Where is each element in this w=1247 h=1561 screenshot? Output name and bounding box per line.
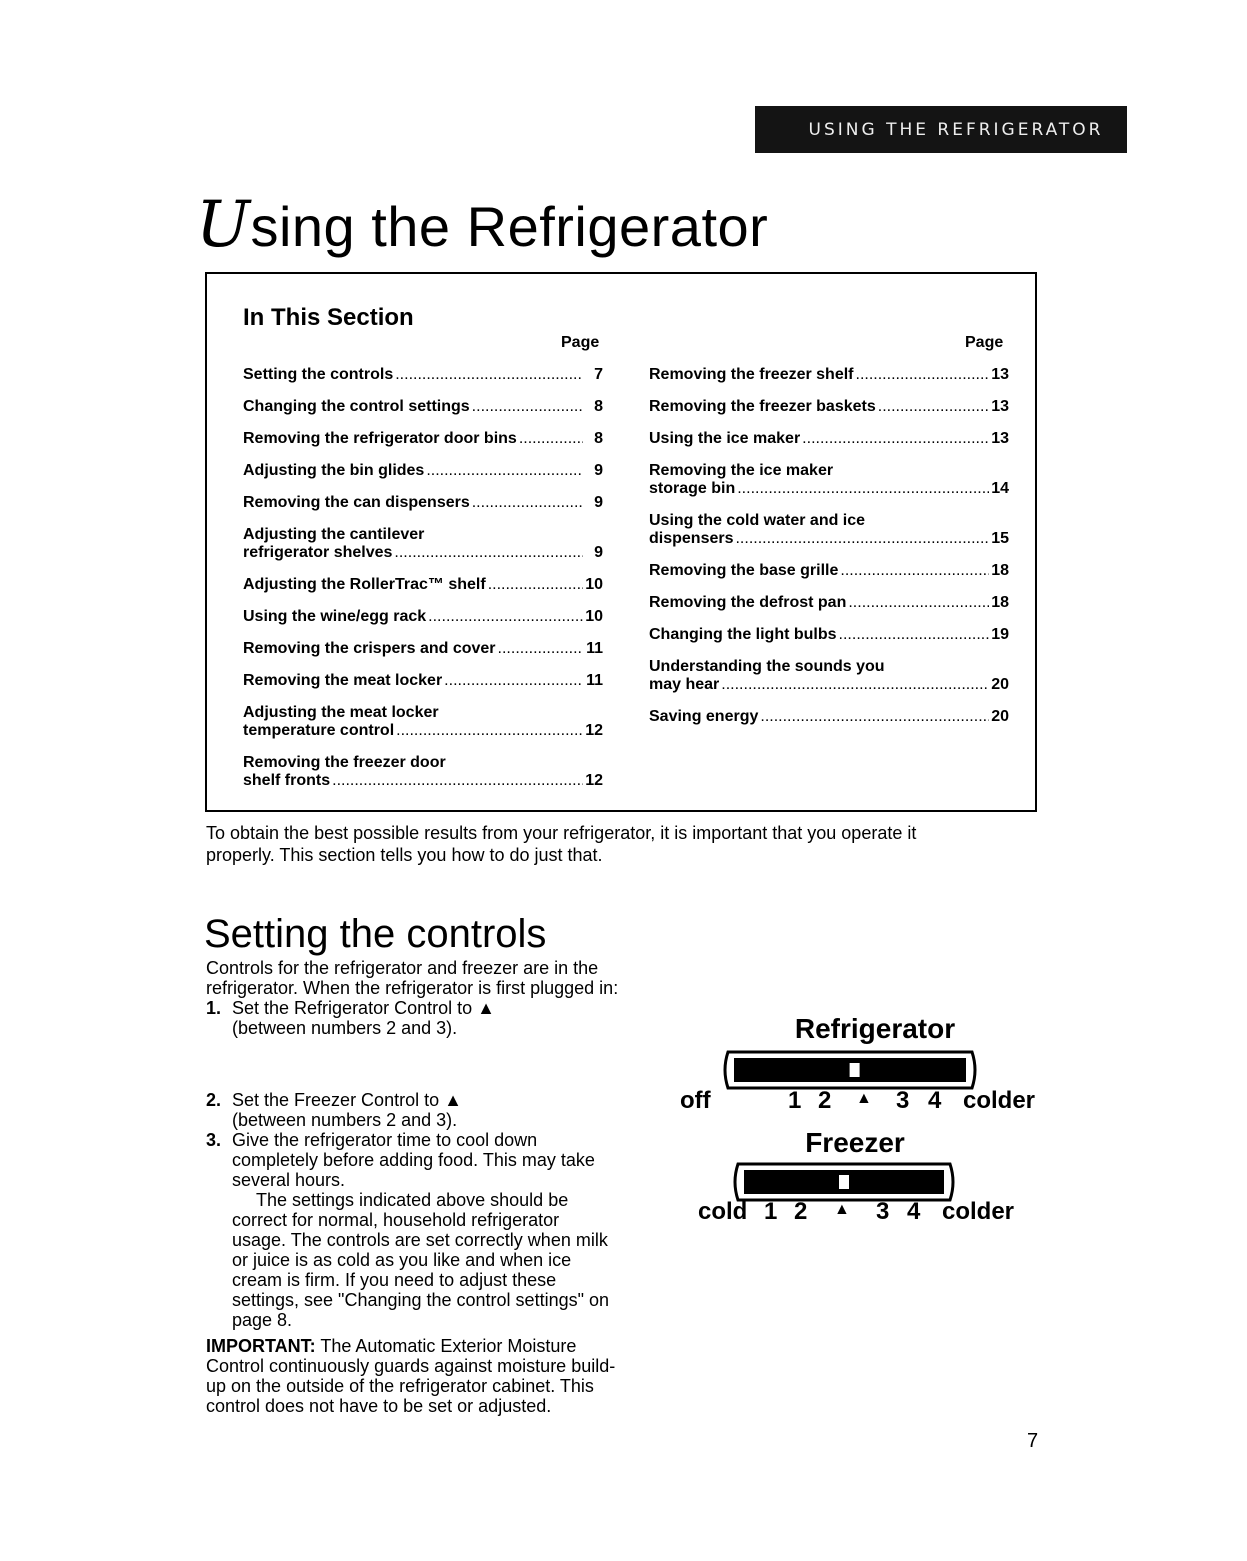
toc-left-column — [243, 366, 603, 804]
toc-entry-text: may hear — [649, 676, 720, 693]
body-column — [206, 958, 661, 1416]
toc-right-column — [649, 366, 1009, 740]
step-3 — [206, 1130, 661, 1190]
toc-entry-text: shelf fronts — [243, 772, 331, 789]
toc-entry-page: 18 — [991, 594, 1009, 611]
step-text: Set the Refrigerator Control to ▲ (between numbers 2 and 3). — [232, 998, 495, 1038]
refrigerator-control-slider — [720, 1050, 980, 1090]
toc-entry-page: 13 — [991, 430, 1009, 447]
toc-entry-page: 10 — [585, 576, 603, 593]
toc-leader-dots — [394, 544, 583, 562]
toc-entry — [243, 640, 603, 658]
toc-entry — [649, 626, 1009, 644]
refrigerator-control-title: Refrigerator — [794, 1013, 956, 1044]
toc-entry-page: 18 — [991, 562, 1009, 579]
toc-leader-dots — [332, 772, 583, 790]
toc-entry — [243, 672, 603, 690]
toc-entry-text: Setting the controls — [243, 366, 394, 383]
freezer-setting-indicator — [839, 1175, 849, 1189]
toc-entry — [649, 398, 1009, 416]
toc-entry — [243, 704, 603, 740]
toc-entry — [243, 526, 603, 562]
refrigerator-scale-mid-marker: ▲ — [856, 1090, 872, 1107]
intro-paragraph — [206, 822, 1006, 866]
toc-entry-text: Adjusting the cantilever — [243, 526, 425, 543]
toc-leader-dots — [426, 462, 583, 480]
toc-leader-dots — [396, 722, 583, 740]
toc-entry — [649, 366, 1009, 384]
toc-entry-page: 9 — [594, 544, 603, 561]
toc-leader-dots — [840, 562, 989, 580]
toc-entry-text: storage bin — [649, 480, 736, 497]
toc-entry-text: Changing the control settings — [243, 398, 470, 415]
toc-leader-dots — [488, 576, 583, 594]
toc-entry — [649, 562, 1009, 580]
toc-entry — [243, 494, 603, 512]
toc-leader-dots — [878, 398, 989, 416]
toc-entry — [649, 658, 1009, 694]
freezer-scale-1: 1 — [764, 1198, 778, 1225]
toc-entry-text: Removing the ice maker — [649, 462, 834, 479]
toc-leader-dots — [737, 480, 989, 498]
toc-leader-dots — [498, 640, 583, 658]
toc-entry — [649, 594, 1009, 612]
toc-entry-text: Using the cold water and ice — [649, 512, 866, 529]
toc-entry-text: Removing the freezer baskets — [649, 398, 876, 415]
toc-leader-dots — [472, 494, 583, 512]
toc-entry-text: Understanding the sounds you — [649, 658, 885, 675]
toc-entry — [649, 512, 1009, 548]
toc-entry-text: Removing the refrigerator door bins — [243, 430, 517, 447]
toc-entry-text: Removing the meat locker — [243, 672, 443, 689]
toc-leader-dots — [444, 672, 583, 690]
section-intro: Controls for the refrigerator and freezer are in the refrigerator. When the refrigerator is first plugged in: — [206, 958, 619, 998]
toc-entry-page: 15 — [991, 530, 1009, 547]
important-label: IMPORTANT: — [206, 1336, 316, 1356]
toc-leader-dots — [839, 626, 989, 644]
toc-leader-dots — [395, 366, 583, 384]
freezer-scale-3: 3 — [876, 1198, 890, 1225]
refrigerator-scale-colder: colder — [963, 1087, 1036, 1114]
step-number: 2. — [206, 1090, 222, 1110]
refrigerator-setting-indicator — [850, 1063, 860, 1077]
toc-entry-text: dispensers — [649, 530, 734, 547]
toc-entry — [243, 366, 603, 384]
toc-leader-dots — [856, 366, 990, 384]
toc-entry — [649, 708, 1009, 726]
toc-entry — [243, 462, 603, 480]
toc-entry — [243, 576, 603, 594]
refrigerator-scale-4: 4 — [928, 1087, 942, 1114]
toc-entry — [243, 754, 603, 790]
toc-entry-text: Removing the freezer door — [243, 754, 446, 771]
section-header-label: USING THE REFRIGERATOR — [808, 119, 1104, 140]
intro-line: properly. This section tells you how to do just that. — [206, 845, 603, 865]
toc-entry-page: 7 — [594, 366, 603, 383]
toc-leader-dots — [428, 608, 583, 626]
toc-leader-dots — [735, 530, 989, 548]
toc-entry-text: Adjusting the RollerTrac™ shelf — [243, 576, 486, 593]
toc-entry — [649, 430, 1009, 448]
freezer-scale-4: 4 — [907, 1198, 921, 1225]
toc-entry-text: Adjusting the bin glides — [243, 462, 425, 479]
toc-entry-page: 11 — [586, 672, 603, 689]
freezer-scale-cold: cold — [698, 1198, 748, 1225]
toc-entry-page: 20 — [991, 708, 1009, 725]
toc-entry-text: temperature control — [243, 722, 395, 739]
toc-box — [205, 272, 1037, 812]
important-note: IMPORTANT: The Automatic Exterior Moisture Control continuously guards against moisture build- up on the outside of the refrigerator cabinet. This control does not have to be set or adjusted. — [206, 1336, 616, 1416]
freezer-control-slider — [730, 1162, 958, 1202]
toc-leader-dots — [721, 676, 989, 694]
refrigerator-scale-off: off — [680, 1087, 711, 1114]
toc-entry-page: 14 — [991, 480, 1009, 497]
toc-leader-dots — [760, 708, 989, 726]
toc-entry-page: 19 — [991, 626, 1009, 643]
toc-entry-page: 13 — [991, 398, 1009, 415]
page-title — [196, 188, 768, 262]
section-heading: Setting the controls — [204, 912, 547, 956]
refrigerator-scale-2: 2 — [818, 1087, 832, 1114]
toc-leader-dots — [519, 430, 583, 448]
toc-entry-page: 8 — [594, 430, 603, 447]
toc-entry-text: Removing the can dispensers — [243, 494, 470, 511]
settings-note: The settings indicated above should be correct for normal, household refrigerator usage. The controls are set correctly when milk or juice is as cold as you like and when ice cream is firm. If you need to adjust these settings, see "Changing the control settings" on page 8. — [232, 1190, 610, 1330]
step-text: Give the refrigerator time to cool down completely before adding food. This may take several hours. — [232, 1130, 595, 1190]
toc-leader-dots — [848, 594, 989, 612]
toc-entry-page: 13 — [991, 366, 1009, 383]
page-number: 7 — [1027, 1430, 1039, 1452]
section-header-bar — [755, 106, 1127, 153]
toc-entry — [243, 608, 603, 626]
step-number: 1. — [206, 998, 222, 1018]
toc-entry-text: Using the ice maker — [649, 430, 801, 447]
step-1 — [206, 998, 661, 1038]
toc-entry-text: Using the wine/egg rack — [243, 608, 427, 625]
title-text: sing the Refrigerator — [250, 195, 769, 258]
toc-entry-page: 12 — [585, 722, 603, 739]
toc-page-label-right: Page — [965, 334, 1004, 351]
toc-entry-text: Removing the freezer shelf — [649, 366, 854, 383]
toc-entry-text: Removing the base grille — [649, 562, 839, 579]
toc-entry-text: Saving energy — [649, 708, 759, 725]
freezer-scale-2: 2 — [794, 1198, 808, 1225]
toc-entry-page: 20 — [991, 676, 1009, 693]
toc-entry — [243, 398, 603, 416]
freezer-scale-mid-marker: ▲ — [834, 1201, 850, 1218]
toc-entry-page: 8 — [594, 398, 603, 415]
toc-entry-page: 11 — [586, 640, 603, 657]
toc-page-label-left: Page — [561, 334, 600, 351]
step-text: Set the Freezer Control to ▲ (between numbers 2 and 3). — [232, 1090, 462, 1130]
toc-leader-dots — [802, 430, 989, 448]
freezer-control-title: Freezer — [805, 1127, 905, 1158]
toc-entry-page: 10 — [585, 608, 603, 625]
step-number: 3. — [206, 1130, 222, 1150]
intro-line: To obtain the best possible results from your refrigerator, it is important that you operate it — [206, 823, 917, 843]
toc-entry-text: Changing the light bulbs — [649, 626, 837, 643]
toc-entry-page: 12 — [585, 772, 603, 789]
refrigerator-scale-3: 3 — [896, 1087, 910, 1114]
freezer-scale-colder: colder — [942, 1198, 1015, 1225]
refrigerator-scale-1: 1 — [788, 1087, 802, 1114]
step-2 — [206, 1090, 661, 1130]
toc-entry-page: 9 — [594, 494, 603, 511]
toc-entry-page: 9 — [594, 462, 603, 479]
title-dropcap: U — [196, 188, 251, 262]
toc-entry-text: Adjusting the meat locker — [243, 704, 439, 721]
toc-leader-dots — [472, 398, 583, 416]
toc-entry-text: Removing the defrost pan — [649, 594, 847, 611]
toc-entry — [649, 462, 1009, 498]
toc-entry — [243, 430, 603, 448]
toc-entry-text: Removing the crispers and cover — [243, 640, 496, 657]
toc-entry-text: refrigerator shelves — [243, 544, 393, 561]
toc-heading: In This Section — [243, 304, 414, 331]
